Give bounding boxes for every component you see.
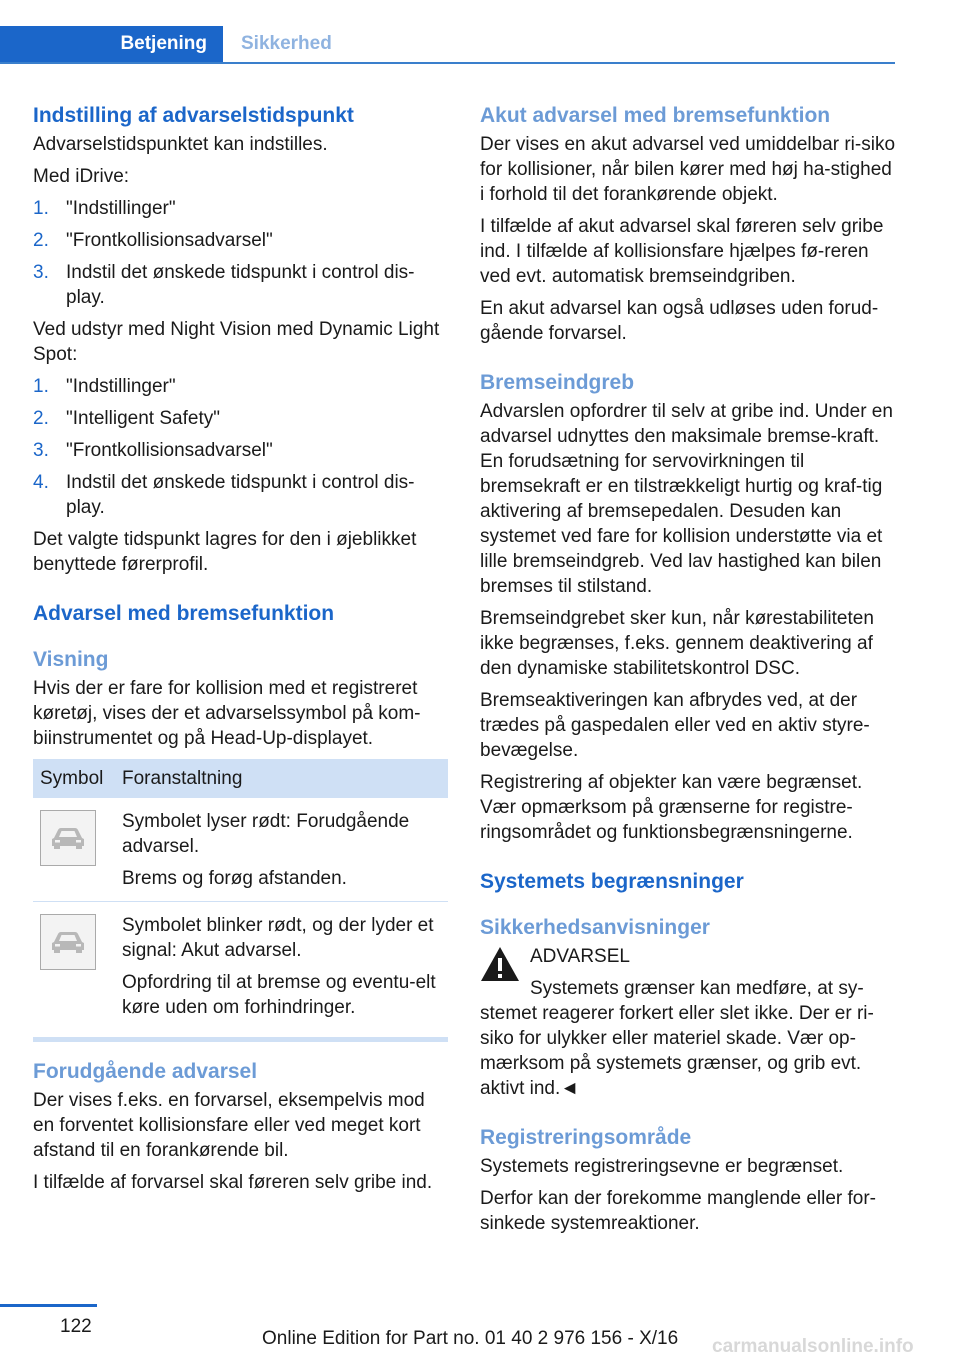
list-item <box>33 196 448 221</box>
table-cell-text: Symbolet lyser rødt: Forudgående advarsel. <box>122 811 410 857</box>
list-text: "Indstillinger" <box>66 198 176 219</box>
list-item <box>33 228 448 253</box>
paragraph: Derfor kan der forekomme manglende eller for‐sinkede systemreaktioner. <box>480 1188 877 1234</box>
paragraph: Registrering af objekter kan være begrænset. Vær opmærksom på grænserne for registre‐ringsområdet og funktionsbegrænsningerne. <box>480 772 863 843</box>
list-item <box>33 470 448 520</box>
left-column <box>33 102 448 1202</box>
paragraph: En akut advarsel kan også udløses uden forud‐gående forvarsel. <box>480 298 879 344</box>
list-number: 2. <box>33 408 49 429</box>
tab-betjening[interactable]: Betjening <box>0 26 223 62</box>
paragraph: Bremseaktiveringen kan afbrydes ved, at der trædes på gaspedalen eller ved en aktiv styre‐bevægelse. <box>480 690 870 761</box>
table-cell-text: Opfordring til at bremse og eventu‐elt køre uden om forhindringer. <box>122 972 436 1018</box>
paragraph: Der vises f.eks. en forvarsel, eksempelvis mod en forventet kollisionsfare eller ved meget kort afstand til en forankørende bil. <box>33 1090 425 1161</box>
numbered-list-night-vision <box>33 374 448 520</box>
list-text: "Indstillinger" <box>66 376 176 397</box>
heading-bremseindgreb: Bremseindgreb <box>480 371 635 394</box>
paragraph: Systemets registreringsevne er begrænset. <box>480 1156 844 1177</box>
list-number: 3. <box>33 262 49 283</box>
list-number: 2. <box>33 230 49 251</box>
list-text: "Intelligent Safety" <box>66 408 220 429</box>
heading-advarselstidspunkt: Indstilling af advarselstidspunkt <box>33 104 354 127</box>
paragraph: I tilfælde af forvarsel skal føreren selv gribe ind. <box>33 1172 433 1193</box>
warning-text: Systemets grænser kan medføre, at sy‐stemet reagerer forkert eller slet ikke. Der er ri‐siko for ulykker eller materiel skade. Vær op‐mærksom på systemets grænser, og grib evt. aktivt ind.◄ <box>480 978 874 1099</box>
list-number: 1. <box>33 198 49 219</box>
paragraph: Det valgte tidspunkt lagres for den i øjeblikket benyttede førerprofil. <box>33 529 417 575</box>
paragraph: Med iDrive: <box>33 166 130 187</box>
footer-line <box>0 1304 97 1307</box>
paragraph: Advarslen opfordrer til selv at gribe ind. Under en advarsel udnyttes den maksimale bremse‐kraft. En forudsætning for servovirkningen til bremsekraft er en tilstrækkeligt hurtig og kraf‐tig aktivering af bremsepedalen. Desuden kan systemet ved fare for kollision understøtte via et lille bremseindgreb. Ved lav hastighed kan bilen bremses til stilstand. <box>480 401 893 597</box>
table-header-foranstaltning: Foranstaltning <box>115 759 448 798</box>
heading-sikkerhedsanvisninger: Sikkerhedsanvisninger <box>480 916 710 939</box>
heading-registreringsomraade: Registreringsområde <box>480 1126 692 1149</box>
table-row <box>33 798 448 902</box>
table-row <box>33 902 448 1031</box>
tab-sikkerhed[interactable]: Sikkerhed <box>241 33 332 54</box>
list-item <box>33 260 448 310</box>
heading-systemets-begraensninger: Systemets begrænsninger <box>480 870 744 893</box>
heading-forudgaende-advarsel: Forudgående advarsel <box>33 1060 258 1083</box>
list-text: "Frontkollisionsadvarsel" <box>66 440 273 461</box>
list-item <box>33 438 448 463</box>
edition-text: Online Edition for Part no. 01 40 2 976 156 - X/16 <box>262 1328 679 1349</box>
list-item <box>33 374 448 399</box>
table-cell-text: Symbolet blinker rødt, og der lyder et signal: Akut advarsel. <box>122 915 434 961</box>
paragraph: Bremseindgrebet sker kun, når kørestabiliteten ikke begrænses, f.eks. gennem deaktivering af den dynamiske stabilitetskontrol DSC. <box>480 608 874 679</box>
list-number: 4. <box>33 472 49 493</box>
paragraph: Der vises en akut advarsel ved umiddelbar ri‐siko for kollisioner, når bilen kører med høj ha‐stighed i forhold til det forankørende objekt. <box>480 134 896 205</box>
paragraph: I tilfælde af akut advarsel skal føreren selv gribe ind. I tilfælde af kollisionsfare hjælpes fø‐reren ved evt. automatisk bremseindgriben. <box>480 216 884 287</box>
paragraph: Advarselstidspunktet kan indstilles. <box>33 134 328 155</box>
list-text: Indstil det ønskede tidspunkt i control dis‐play. <box>66 472 415 518</box>
table-cell-text: Brems og forøg afstanden. <box>122 868 347 889</box>
watermark: carmanualsonline.info <box>712 1336 914 1357</box>
warning-triangle-icon <box>480 946 520 982</box>
paragraph: Hvis der er fare for kollision med et registreret køretøj, vises der et advarselssymbol på kom‐biinstrumentet og på Head-Up-displayet. <box>33 678 421 749</box>
heading-akut-advarsel: Akut advarsel med bremsefunktion <box>480 104 831 127</box>
list-item <box>33 406 448 431</box>
heading-visning: Visning <box>33 648 109 671</box>
heading-advarsel-bremsefunktion: Advarsel med bremsefunktion <box>33 602 335 625</box>
numbered-list-idrive <box>33 196 448 310</box>
section-tabs <box>0 26 895 64</box>
symbol-table <box>33 759 448 1030</box>
list-text: Indstil det ønskede tidspunkt i control dis‐play. <box>66 262 415 308</box>
car-warning-icon <box>40 914 96 970</box>
car-warning-icon <box>40 810 96 866</box>
list-number: 1. <box>33 376 49 397</box>
warning-block <box>480 944 898 969</box>
warning-label: ADVARSEL <box>530 946 630 967</box>
list-number: 3. <box>33 440 49 461</box>
table-header-symbol: Symbol <box>33 759 115 798</box>
list-text: "Frontkollisionsadvarsel" <box>66 230 273 251</box>
paragraph: Ved udstyr med Night Vision med Dynamic Light Spot: <box>33 319 440 365</box>
right-column <box>480 102 898 1243</box>
page-number: 122 <box>60 1316 92 1337</box>
